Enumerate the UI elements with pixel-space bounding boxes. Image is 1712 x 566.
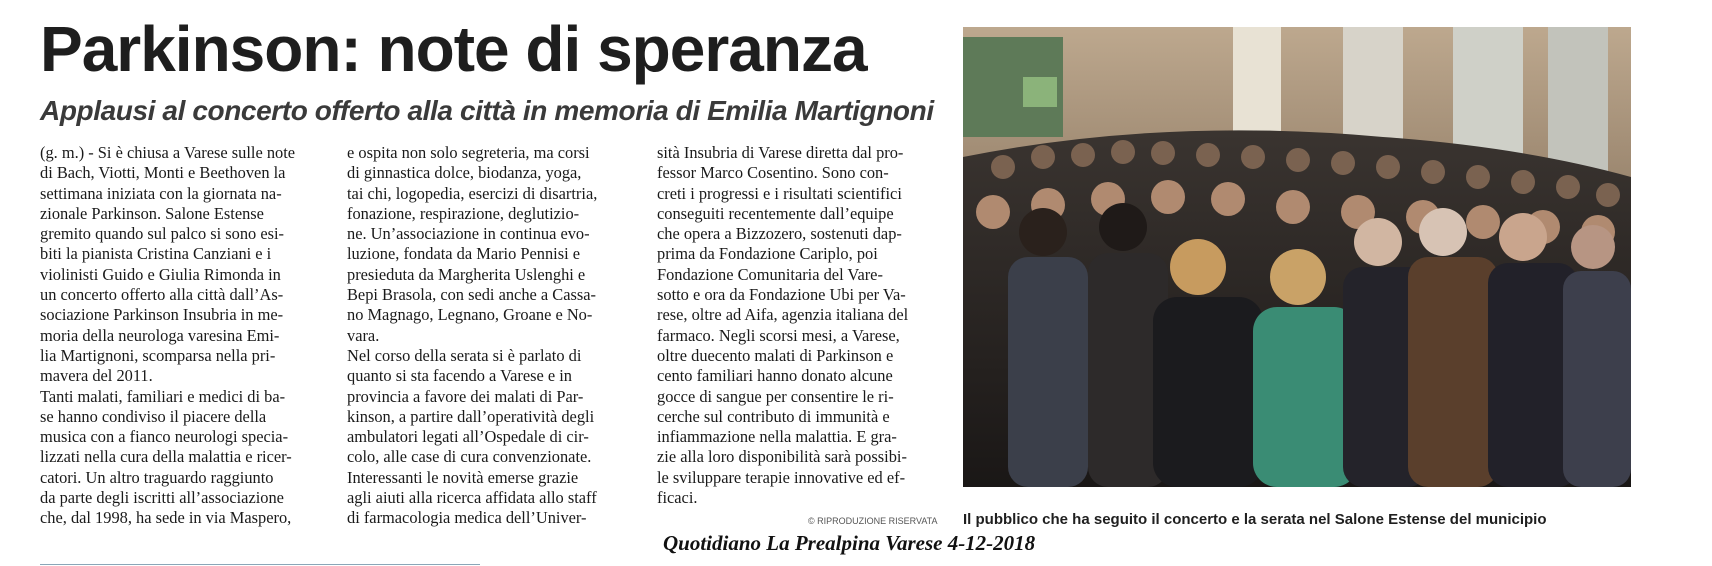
article-column-2 [347, 143, 597, 529]
article-line: rese, oltre ad Aifa, agenzia italiana del [657, 305, 909, 325]
article-line: tai chi, logopedia, esercizi di disartria, [347, 183, 598, 203]
article-line: di Bach, Viotti, Monti e Beethoven la [40, 163, 286, 183]
article-line: (g. m.) - Si è chiusa a Varese sulle note [40, 143, 296, 162]
article-line: no Magnago, Legnano, Groane e No- [347, 305, 593, 325]
article-line: che opera a Bizzozero, sostenuti dap- [657, 224, 902, 244]
article-line: fessor Marco Cosentino. Sono con- [657, 163, 889, 183]
article-line: Bepi Brasola, con sedi anche a Cassa- [347, 285, 596, 305]
article-column-3 [657, 143, 908, 508]
article-line: catori. Un altro traguardo raggiunto [40, 467, 274, 487]
article-line: provincia a favore dei malati di Par- [347, 386, 584, 406]
article-line: e ospita non solo segreteria, ma corsi [347, 143, 590, 162]
article-line: se hanno condiviso il piacere della [40, 406, 267, 426]
article-line: moria della neurologa varesina Emi- [40, 325, 280, 345]
article-line: ambulatori legati all’Ospedale di cir- [347, 427, 589, 447]
article-line: farmaco. Negli scorsi mesi, a Varese, [657, 325, 900, 345]
article-subtitle: Applausi al concerto offerto alla città in memoria di Emilia Martignoni [40, 95, 934, 126]
article-line: Interessanti le novità emerse grazie [347, 467, 579, 487]
article-line: di ginnastica dolce, biodanza, yoga, [347, 163, 582, 183]
article-line: kinson, a partire dall’operatività degli [347, 406, 595, 426]
article-line: vara. [347, 325, 380, 345]
article-line: le sviluppare terapie innovative ed ef- [657, 467, 906, 487]
article-line: lizzati nella cura della malattia e ricer- [40, 447, 292, 467]
article-line: gremito quando sul palco si sono esi- [40, 224, 285, 244]
article-line: cerche sul contributo di immunità e [657, 406, 890, 426]
article-line: zionale Parkinson. Salone Estense [40, 203, 264, 223]
article-line: ficaci. [657, 488, 698, 508]
article-line: da parte degli iscritti all’associazione [40, 488, 284, 508]
article-line: conseguiti recentemente dall’equipe [657, 203, 894, 223]
article-line: ne. Un’associazione in continua evo- [347, 224, 590, 244]
article-line: cento familiari hanno donato alcune [657, 366, 893, 386]
article-line: un concerto offerto alla città dall’As- [40, 285, 284, 305]
article-line: settimana iniziata con la giornata na- [40, 183, 282, 203]
bottom-rule [40, 564, 480, 565]
article-line: lia Martignoni, scomparsa nella pri- [40, 345, 276, 365]
article-line: Nel corso della serata si è parlato di [347, 345, 582, 365]
article-line: di farmacologia medica dell’Univer- [347, 508, 587, 528]
article-line: musica con a fianco neurologi specia- [40, 427, 289, 447]
article-line: biti la pianista Cristina Canziani e i [40, 244, 272, 264]
article-line: prima da Fondazione Cariplo, poi [657, 244, 878, 264]
article-line: sociazione Parkinson Insubria in me- [40, 305, 284, 325]
article-line: agli aiuti alla ricerca affidata allo staff [347, 488, 597, 508]
article-column-1 [40, 143, 295, 529]
article-line: gocce di sangue per consentire le ri- [657, 386, 894, 406]
article-line: creti i progressi e i risultati scientifici [657, 183, 902, 203]
article-line: sotto e ora da Fondazione Ubi per Va- [657, 285, 906, 305]
article-line: sità Insubria di Varese diretta dal pro- [657, 143, 904, 162]
article-line: Tanti malati, familiari e medici di ba- [40, 386, 286, 406]
article-line: infiammazione nella malattia. E gra- [657, 427, 897, 447]
article-line: violinisti Guido e Giulia Rimonda in [40, 264, 281, 284]
copyright-notice: © RIPRODUZIONE RISERVATA [808, 516, 938, 526]
article-line: colo, alle case di cura convenzionate. [347, 447, 592, 467]
audience-photo [963, 27, 1631, 487]
article-line: luzione, fondata da Mario Pennisi e [347, 244, 581, 264]
article-line: Fondazione Comunitaria del Vare- [657, 264, 883, 284]
article-line: fonazione, respirazione, deglutizio- [347, 203, 580, 223]
article-line: presieduta da Margherita Uslenghi e [347, 264, 586, 284]
photo-caption: Il pubblico che ha seguito il concerto e la serata nel Salone Estense del municipio [963, 511, 1547, 528]
article-line: mavera del 2011. [40, 366, 153, 386]
article-line: che, dal 1998, ha sede in via Maspero, [40, 508, 292, 528]
article-line: zie alla loro disponibilità sarà possibi- [657, 447, 907, 467]
source-note: Quotidiano La Prealpina Varese 4-12-2018 [663, 531, 1036, 555]
article-title: Parkinson: note di speranza [40, 13, 867, 85]
article-line: oltre duecento malati di Parkinson e [657, 345, 894, 365]
article-line: quanto si sta facendo a Varese e in [347, 366, 572, 386]
